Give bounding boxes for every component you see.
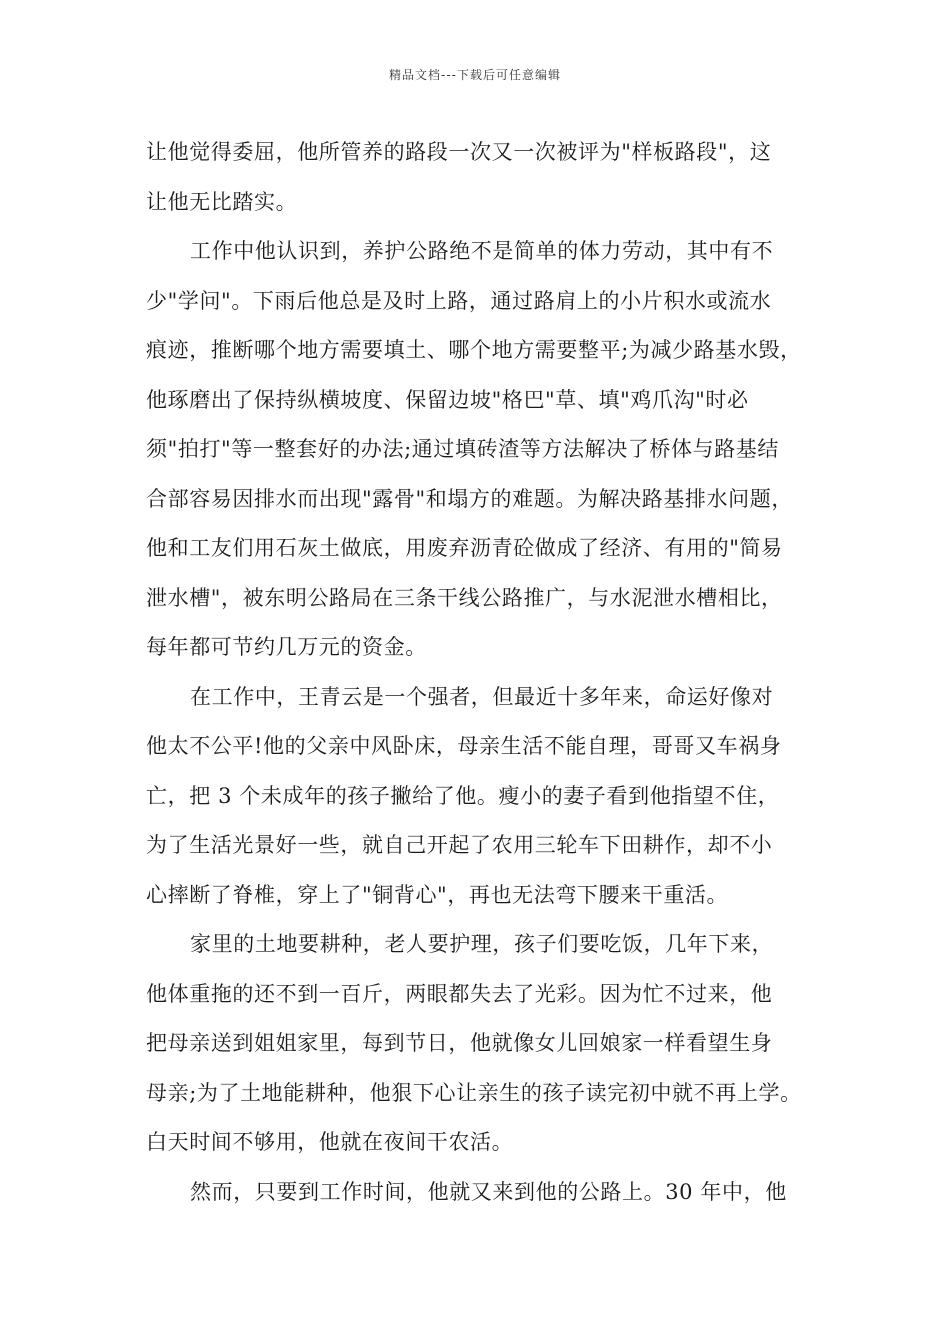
text-line: 须"拍打"等一整套好的办法;通过填砖渣等方法解决了桥体与路基结 — [146, 437, 779, 461]
text-line: 合部容易因排水而出现"露骨"和塌方的难题。为解决路基排水问题， — [146, 486, 793, 511]
text-line: 然而，只要到工作时间，他就又来到他的公路上。30 年中，他 — [190, 1179, 787, 1204]
text-line: 他体重拖的还不到一百斤，两眼都失去了光彩。因为忙不过来，他 — [146, 981, 773, 1006]
text-line: 痕迹，推断哪个地方需要填土、哪个地方需要整平;为减少路基水毁， — [146, 338, 802, 362]
text-line: 心摔断了脊椎，穿上了"铜背心"，再也无法弯下腰来干重活。 — [146, 882, 729, 907]
text-line: 他和工友们用石灰土做底，用废弃沥青砼做成了经济、有用的"简易 — [146, 536, 783, 560]
text-line: 每年都可节约几万元的资金。 — [146, 635, 427, 659]
paragraph-family-hardship — [146, 673, 814, 921]
paragraph-work-time — [146, 1168, 814, 1218]
text-line: 他太不公平!他的父亲中风卧床，母亲生活不能自理，哥哥又车祸身 — [146, 734, 782, 758]
text-line: 家里的土地要耕种，老人要护理，孩子们要吃饭，几年下来， — [190, 932, 774, 956]
text-line: 让他无比踏实。 — [146, 189, 298, 214]
text-line: 泄水槽"，被东明公路局在三条干线公路推广，与水泥泄水槽相比， — [146, 585, 783, 610]
text-line: 少"学问"。下雨后他总是及时上路，通过路肩上的小片积水或流水 — [146, 288, 772, 313]
paragraph-continued — [146, 128, 814, 227]
document-body — [146, 128, 814, 1217]
text-line: 亡，把 3 个未成年的孩子撇给了他。瘦小的妻子看到他指望不住， — [146, 783, 780, 808]
text-line: 把母亲送到姐姐家里，每到节日，他就像女儿回娘家一样看望生身 — [146, 1031, 773, 1055]
page-header: 精品文档---下载后可任意编辑 — [389, 68, 561, 82]
text-line: 让他觉得委屈，他所管养的路段一次又一次被评为"样板路段"，这 — [146, 140, 772, 164]
paragraph-farm-work — [146, 920, 814, 1168]
text-line: 在工作中，王青云是一个强者，但最近十多年来，命运好像对 — [190, 684, 774, 709]
text-line: 他琢磨出了保持纵横坡度、保留边坡"格巴"草、填"鸡爪沟"时必 — [146, 387, 749, 412]
text-line: 白天时间不够用，他就在夜间干农活。 — [146, 1130, 514, 1154]
paragraph-road-maintenance — [146, 227, 814, 673]
text-line: 工作中他认识到，养护公路绝不是简单的体力劳动，其中有不 — [190, 239, 774, 263]
text-line: 母亲;为了土地能耕种，他狠下心让亲生的孩子读完初中就不再上学。 — [146, 1080, 802, 1105]
text-line: 为了生活光景好一些，就自己开起了农用三轮车下田耕作，却不小 — [146, 833, 773, 857]
